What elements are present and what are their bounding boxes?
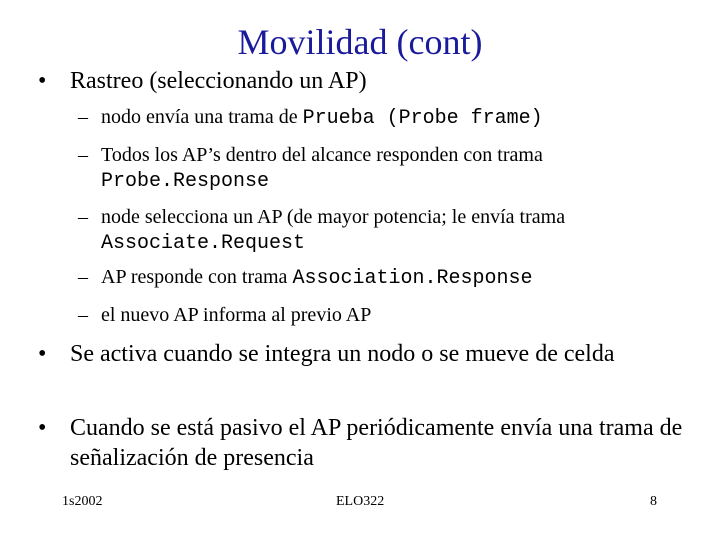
subitem-text: Todos los AP’s dentro del alcance responden con trama (101, 144, 543, 166)
dash-icon: – (78, 206, 88, 228)
subitem-text: AP responde con trama (101, 266, 293, 288)
footer-left: 1s2002 (62, 494, 103, 509)
bullet-dot-icon: • (38, 415, 47, 441)
subitem-informa (78, 303, 698, 328)
footer-page-number: 8 (650, 494, 657, 509)
bullet-dot-icon: • (38, 68, 47, 94)
bullet-text: Rastreo (seleccionando un AP) (70, 68, 367, 94)
subitem-probe-response (78, 143, 698, 194)
code-associate-request: Associate.Request (101, 232, 306, 255)
slide-title: Movilidad (cont) (237, 22, 483, 62)
subitem-text: el nuevo AP informa al previo AP (101, 304, 372, 326)
subitem-association-response (78, 265, 698, 291)
footer-center: ELO322 (336, 494, 385, 509)
subitem-text: node selecciona un AP (de mayor potencia; le envía trama (101, 206, 566, 228)
bullet-dot-icon: • (38, 341, 47, 367)
bullet-text: Cuando se está pasivo el AP periódicamente envía una trama de señalización de presencia (70, 415, 683, 471)
bullet-text: Se activa cuando se integra un nodo o se mueve de celda (70, 341, 615, 367)
subitem-text: nodo envía una trama de (101, 106, 303, 128)
code-probe-frame: Prueba (Probe frame) (302, 107, 543, 130)
dash-icon: – (78, 304, 88, 326)
bullet-rastreo (38, 66, 698, 96)
dash-icon: – (78, 266, 88, 288)
code-probe-response: Probe.Response (101, 170, 270, 193)
subitem-associate-request (78, 205, 698, 256)
dash-icon: – (78, 106, 88, 128)
bullet-pasivo (38, 413, 698, 473)
subitem-probe (78, 105, 698, 131)
bullet-activa (38, 339, 698, 369)
dash-icon: – (78, 144, 88, 166)
code-association-response: Association.Response (292, 267, 533, 290)
